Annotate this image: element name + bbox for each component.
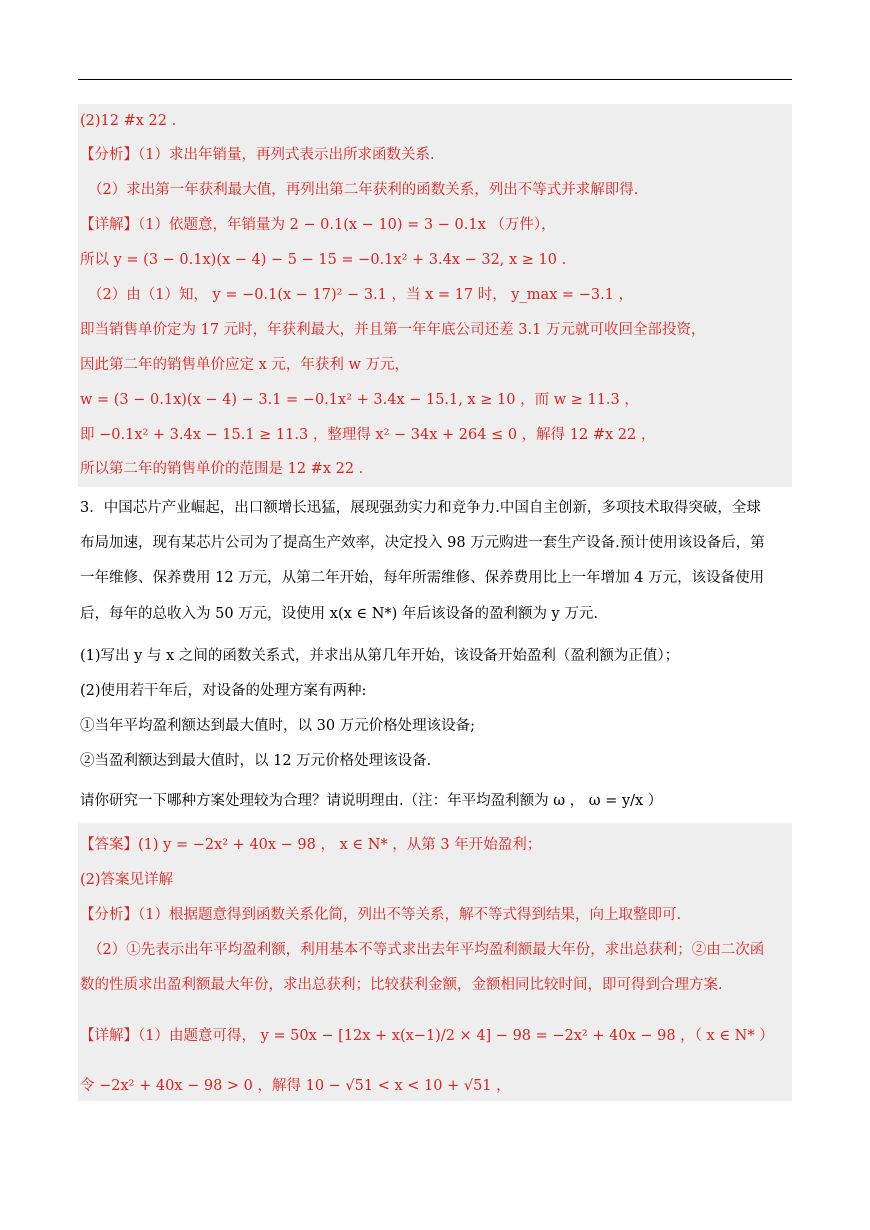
detail-step-8: 所以第二年的销售单价的范围是 12 #x 22 . [80,461,364,477]
question-3-stem-line-1: 3．中国芯片产业崛起，出口额增长迅猛，展现强劲实力和竞争力.中国自主创新，多项技术取得突破，全球 [80,500,761,516]
detail-step-4: 即当销售单价定为 17 元时，年获利最大，并且第一年年底公司还差 3.1 万元就可收回全部投资， [80,322,706,338]
analysis-3-part-2b: 数的性质求出盈利额最大年份，求出总获利；比较获利金额，金额相同比较时间，即可得到合理方案. [80,977,723,993]
analysis-label-1: 【分析】（1）求出年销量，再列式表示出所求函数关系. [80,147,435,163]
question-3-option-2: ②当盈利额达到最大值时，以 12 万元价格处理该设备. [80,753,432,769]
analysis-3-part-1: 【分析】（1）根据题意得到函数关系化简，列出不等关系，解不等式得到结果，向上取整即可. [80,907,682,923]
header-rule [78,79,792,80]
solution-3-panel [78,823,792,1101]
detail-step-6: w = (3 − 0.1x)(x − 4) − 3.1 = −0.1x² + 3.4x − 15.1, x ≥ 10 ，而 w ≥ 11.3 ， [80,392,639,408]
analysis-3-part-2a: （2）①先表示出年平均盈利额，利用基本不等式求出去年平均盈利额最大年份，求出总获利；②由二次函 [88,942,765,958]
detail-step-3: （2）由（1）知， y = −0.1(x − 17)² − 3.1 ，当 x = 17 时， y_max = −3.1 ， [88,287,634,303]
question-3-option-1: ①当年平均盈利额达到最大值时，以 30 万元价格处理该设备; [80,718,476,734]
detail-step-5: 因此第二年的销售单价应定 x 元，年获利 w 万元， [80,357,410,373]
detail-3-step-2: 令 −2x² + 40x − 98 > 0 ，解得 10 − √51 < x < 10 + √51 ， [80,1078,511,1094]
detail-step-2: 所以 y = (3 − 0.1x)(x − 4) − 5 − 15 = −0.1x² + 3.4x − 32, x ≥ 10 . [80,252,567,268]
detail-step-1: 【详解】（1）依题意，年销量为 2 − 0.1(x − 10) = 3 − 0.1x （万件）， [80,217,556,233]
question-3-stem-line-2: 布局加速，现有某芯片公司为了提高生产效率，决定投入 98 万元购进一套生产设备.预计使用该设备后，第 [80,535,765,551]
question-3-part-2: (2)使用若干年后，对设备的处理方案有两种: [80,683,367,699]
answer-3-part-2: (2)答案见详解 [80,872,174,888]
question-3-stem-line-4: 后，每年的总收入为 50 万元，设使用 x(x ∈ N*) 年后该设备的盈利额为 y 万元. [80,606,598,622]
detail-step-7: 即 −0.1x² + 3.4x − 15.1 ≥ 11.3 ，整理得 x² − 34x + 264 ≤ 0 ，解得 12 #x 22 ， [80,427,656,443]
question-3-ask: 请你研究一下哪种方案处理较为合理？请说明理由.（注：年平均盈利额为 ω ， ω = y/x ） [80,793,663,809]
analysis-part-2: （2）求出第一年获利最大值，再列出第二年获利的函数关系，列出不等式并求解即得. [88,182,639,198]
question-3-part-1: (1)写出 y 与 x 之间的函数关系式，并求出从第几年开始，该设备开始盈利（盈利额为正值）； [80,648,680,664]
answer-3-part-1: 【答案】(1) y = −2x² + 40x − 98 ， x ∈ N* ，从第 3 年开始盈利； [80,837,542,853]
detail-3-step-1: 【详解】（1）由题意可得， y = 50x − [12x + x(x−1)/2 × 4] − 98 = −2x² + 40x − 98 ，（ x ∈ N* ） [80,1028,774,1044]
answer-2-range: (2)12 #x 22 . [80,113,177,129]
question-3-stem-line-3: 一年维修、保养费用 12 万元，从第二年开始，每年所需维修、保养费用比上一年增加 4 万元，该设备使用 [80,570,765,586]
